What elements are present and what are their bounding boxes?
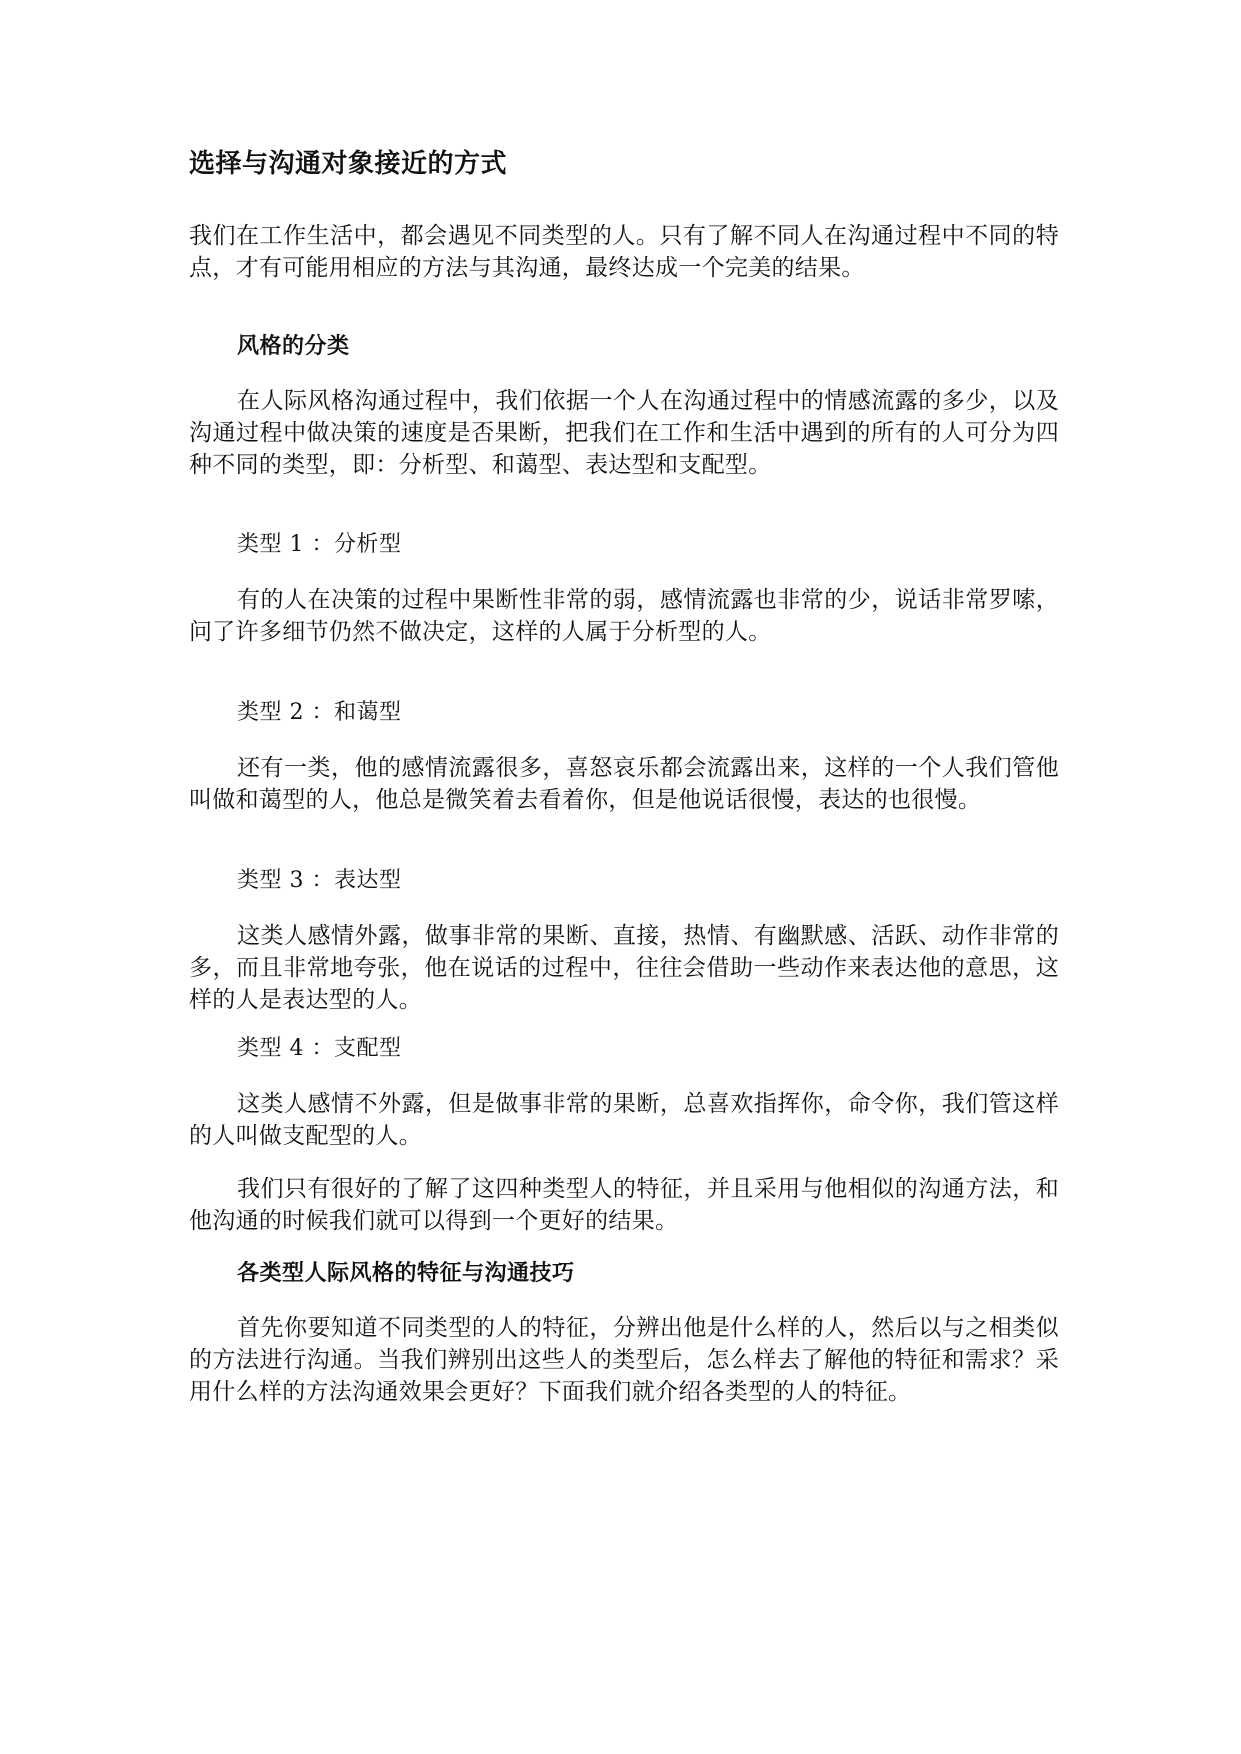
- type-1-paragraph: 有的人在决策的过程中果断性非常的弱，感情流露也非常的少，说话非常罗嗦，问了许多细节仍然不做决定，这样的人属于分析型的人。: [189, 587, 1059, 645]
- type-1-label: 类型 1 ：分析型: [237, 532, 402, 557]
- type-3-label: 类型 3 ：表达型: [237, 868, 402, 893]
- type-2-label: 类型 2 ：和蔼型: [237, 700, 402, 725]
- style-classification-heading: 风格的分类: [237, 334, 350, 359]
- traits-section-heading: 各类型人际风格的特征与沟通技巧: [237, 1261, 575, 1286]
- style-classification-paragraph: 在人际风格沟通过程中，我们依据一个人在沟通过程中的情感流露的多少，以及沟通过程中做决策的速度是否果断，把我们在工作和生活中遇到的所有的人可分为四种不同的类型，即：分析型、和蔼型、表达型和支配型。: [189, 388, 1059, 478]
- type-2-paragraph: 还有一类，他的感情流露很多，喜怒哀乐都会流露出来，这样的一个人我们管他叫做和蔼型的人，他总是微笑着去看着你，但是他说话很慢，表达的也很慢。: [189, 755, 1059, 813]
- summary-paragraph: 我们只有很好的了解了这四种类型人的特征，并且采用与他相似的沟通方法，和他沟通的时候我们就可以得到一个更好的结果。: [189, 1176, 1059, 1234]
- type-3-paragraph: 这类人感情外露，做事非常的果断、直接，热情、有幽默感、活跃、动作非常的多，而且非常地夸张，他在说话的过程中，往往会借助一些动作来表达他的意思，这样的人是表达型的人。: [189, 923, 1059, 1013]
- traits-section-paragraph: 首先你要知道不同类型的人的特征，分辨出他是什么样的人，然后以与之相类似的方法进行沟通。当我们辨别出这些人的类型后，怎么样去了解他的特征和需求？采用什么样的方法沟通效果会更好？下面我们就介绍各类型的人的特征。: [189, 1315, 1059, 1405]
- type-4-paragraph: 这类人感情不外露，但是做事非常的果断，总喜欢指挥你，命令你，我们管这样的人叫做支配型的人。: [189, 1091, 1059, 1149]
- page-title: 选择与沟通对象接近的方式: [189, 149, 508, 179]
- intro-paragraph: 我们在工作生活中，都会遇见不同类型的人。只有了解不同人在沟通过程中不同的特点，才有可能用相应的方法与其沟通，最终达成一个完美的结果。: [189, 223, 1059, 281]
- type-4-label: 类型 4 ：支配型: [237, 1036, 402, 1061]
